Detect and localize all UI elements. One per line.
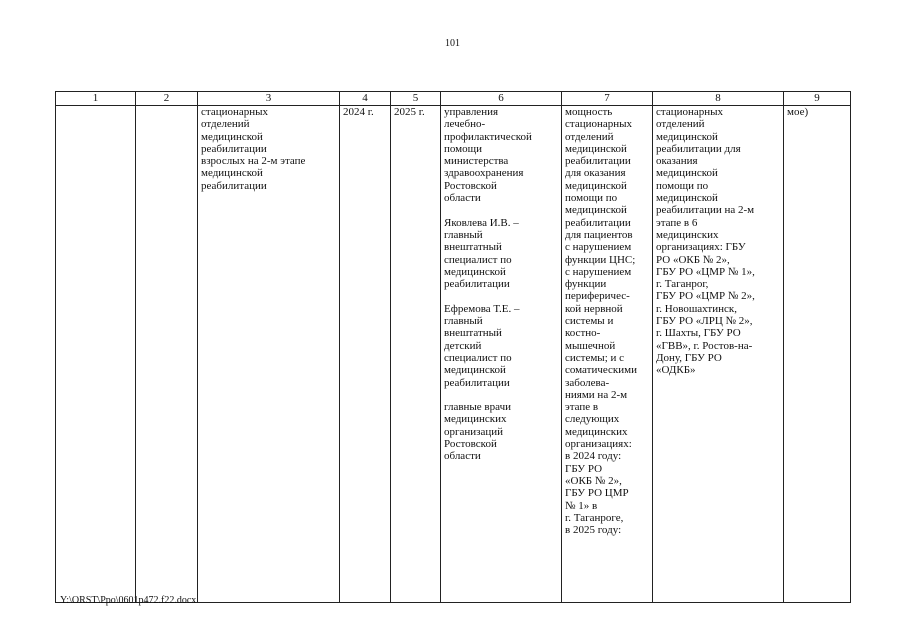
- column-number-3: 3: [198, 92, 340, 106]
- page-number: 101: [445, 38, 460, 49]
- column-number-5: 5: [391, 92, 441, 106]
- cell-col-7: мощность стационарных отделений медицинской реабилитации для оказания медицинской помощи по медицинской реабилитации для пациентов с нарушением функции ЦНС; с нарушением функции периферичес- кой нервной системы и костно- мышечной системы; и с соматическими заболева- ниями на 2-м этапе в следующих медицинских организациях: в 2024 году: ГБУ РО «ОКБ № 2», ГБУ РО ЦМР № 1» в г. Таганроге, в 2025 году:: [562, 106, 653, 603]
- cell-col-6: управления лечебно- профилактической помощи министерства здравоохранения Ростовской области Яковлева И.В. – главный внештатный специалист по медицинской реабилитации Ефремова Т.Е. – главный внештатный детский специалист по медицинской реабилитации главные врачи медицинских организаций Ростовской области: [441, 106, 562, 603]
- footer-file-path: Y:\ORST\Ppo\0601p472.f22.docx: [60, 595, 197, 606]
- cell-col-4: 2024 г.: [340, 106, 391, 603]
- column-number-7: 7: [562, 92, 653, 106]
- column-number-6: 6: [441, 92, 562, 106]
- cell-col-1: [56, 106, 136, 603]
- column-number-8: 8: [653, 92, 784, 106]
- column-number-2: 2: [136, 92, 198, 106]
- document-table: [55, 91, 851, 603]
- cell-col-2: [136, 106, 198, 603]
- cell-col-8: стационарных отделений медицинской реабилитации для оказания медицинской помощи по медицинской реабилитации на 2-м этапе в 6 медицинских организациях: ГБУ РО «ОКБ № 2», ГБУ РО «ЦМР № 1», г. Таганрог, ГБУ РО «ЦМР № 2», г. Новошахтинск, ГБУ РО «ЛРЦ № 2», г. Шахты, ГБУ РО «ГВВ», г. Ростов-на- Дону, ГБУ РО «ОДКБ»: [653, 106, 784, 603]
- cell-col-3: стационарных отделений медицинской реабилитации взрослых на 2-м этапе медицинской реабилитации: [198, 106, 340, 603]
- cell-col-5: 2025 г.: [391, 106, 441, 603]
- column-number-9: 9: [784, 92, 851, 106]
- cell-col-9: мое): [784, 106, 851, 603]
- table-row: [56, 106, 851, 603]
- column-number-row: [56, 92, 851, 106]
- column-number-1: 1: [56, 92, 136, 106]
- column-number-4: 4: [340, 92, 391, 106]
